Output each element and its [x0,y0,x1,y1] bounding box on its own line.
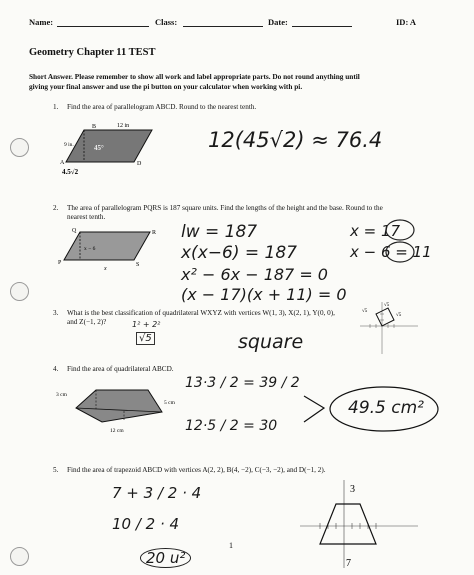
q1-label-12in: 12 in [117,123,130,129]
q2-answer-circles [380,218,420,266]
q1-label-b: B [92,124,97,130]
q4-text: Find the area of quadrilateral ABCD. [67,365,174,373]
q1-hand-height: 4.5√2 [62,168,79,176]
q2-work-line2: x(x−6) = 187 [181,243,297,263]
page-number: 1 [229,541,233,550]
q3-side-label: √5 [396,313,402,318]
q2-text-line2: nearest tenth. [67,213,106,221]
q5-bottom-length: 7 [346,558,351,569]
punch-hole [10,138,29,157]
q2-label-r: R [152,230,157,236]
q2-circle-height [386,242,414,262]
q4-label-5cm: 5 cm [164,400,175,406]
date-label: Date: [268,17,288,27]
q2-answer-height: x − 6 = 11 [350,243,432,261]
date-blank [292,26,352,27]
q2-label-x-minus-6: x − 6 [84,246,96,252]
q1-label-a: A [60,160,65,166]
q2-text-line1: The area of parallelogram PQRS is 187 square units. Find the lengths of the height and the base. Round to the [67,204,383,212]
q1-label-9in: 9 in. [64,142,74,148]
q1-number: 1. [53,103,59,111]
q2-answer-base: x = 17 [350,222,401,240]
q5-top-length: 3 [350,484,355,495]
q3-text-line2: and Z(−1, 2)? [67,318,107,326]
q2-work-line1: lw = 187 [181,222,258,242]
q3-answer-square: square [238,331,304,353]
q4-quadrilateral-figure [56,382,175,437]
q5-trapezoid-shape [320,504,376,544]
q2-label-x: x [104,266,107,272]
q2-label-p: P [58,260,62,266]
q3-text-line1: What is the best classification of quadrilateral WXYZ with vertices W(1, 3), X(2, 1), Y(0, 0), [67,309,335,317]
q5-work-line1: 7 + 3 / 2 · 4 [112,484,202,502]
q3-work-sum: 1² + 2² [132,320,161,329]
q5-work-line2: 10 / 2 · 4 [112,515,180,533]
q3-work-root5: √5 [136,332,155,345]
q4-number: 4. [53,365,59,373]
instructions-line1: Short Answer. Please remember to show all work and label appropriate parts. Do not round anything until [29,72,360,81]
q2-work-line3: x² − 6x − 187 = 0 [181,265,328,284]
q4-work-triangle1: 13·3 / 2 = 39 / 2 [185,375,300,391]
q4-answer: 49.5 cm² [348,398,424,418]
q1-parallelogram-figure [62,120,172,180]
page-title: Geometry Chapter 11 TEST [29,47,156,58]
q1-work-line: 12(45√2) ≈ 76.4 [208,128,383,152]
q2-circle-base [386,220,414,240]
q1-text: Find the area of parallelogram ABCD. Round to the nearest tenth. [67,103,257,111]
q3-side-label: √5 [384,303,390,308]
q4-arrow-mark [304,396,324,422]
q3-quadrilateral-shape [376,308,394,326]
punch-hole [10,547,29,566]
q2-label-s: S [136,262,140,268]
class-label: Class: [155,17,178,27]
instructions-line2: giving your final answer and use the pi button on your calculator when working with pi. [29,82,303,91]
q1-label-d: D [137,161,142,167]
id-label: ID: A [396,17,417,27]
q5-coordinate-graph [300,478,420,570]
q5-graph-axes [300,480,418,568]
q4-work-triangle2: 12·5 / 2 = 30 [185,418,278,434]
q4-label-3cm: 3 cm [56,392,67,398]
q3-side-label: √5 [362,309,368,314]
q2-number: 2. [53,204,59,212]
q3-number: 3. [53,309,59,317]
q2-parallelogram-figure [58,228,162,273]
punch-hole [10,282,29,301]
q5-answer: 20 u² [140,548,191,568]
q2-work-line4: (x − 17)(x + 11) = 0 [181,285,347,304]
q5-number: 5. [53,466,59,474]
q1-parallelogram-shape [66,130,152,162]
q4-label-12cm: 12 cm [110,428,124,434]
q5-text: Find the area of trapezoid ABCD with vertices A(2, 2), B(4, −2), C(−3, −2), and D(−1, 2). [67,466,326,474]
name-label: Name: [29,17,54,27]
name-blank [57,26,149,27]
q3-coordinate-graph [350,298,430,358]
q2-parallelogram-shape [64,232,150,260]
q2-label-q: Q [72,228,77,234]
class-blank [183,26,263,27]
q1-label-45deg: 45° [94,144,104,152]
q4-quadrilateral-shape [76,390,162,422]
